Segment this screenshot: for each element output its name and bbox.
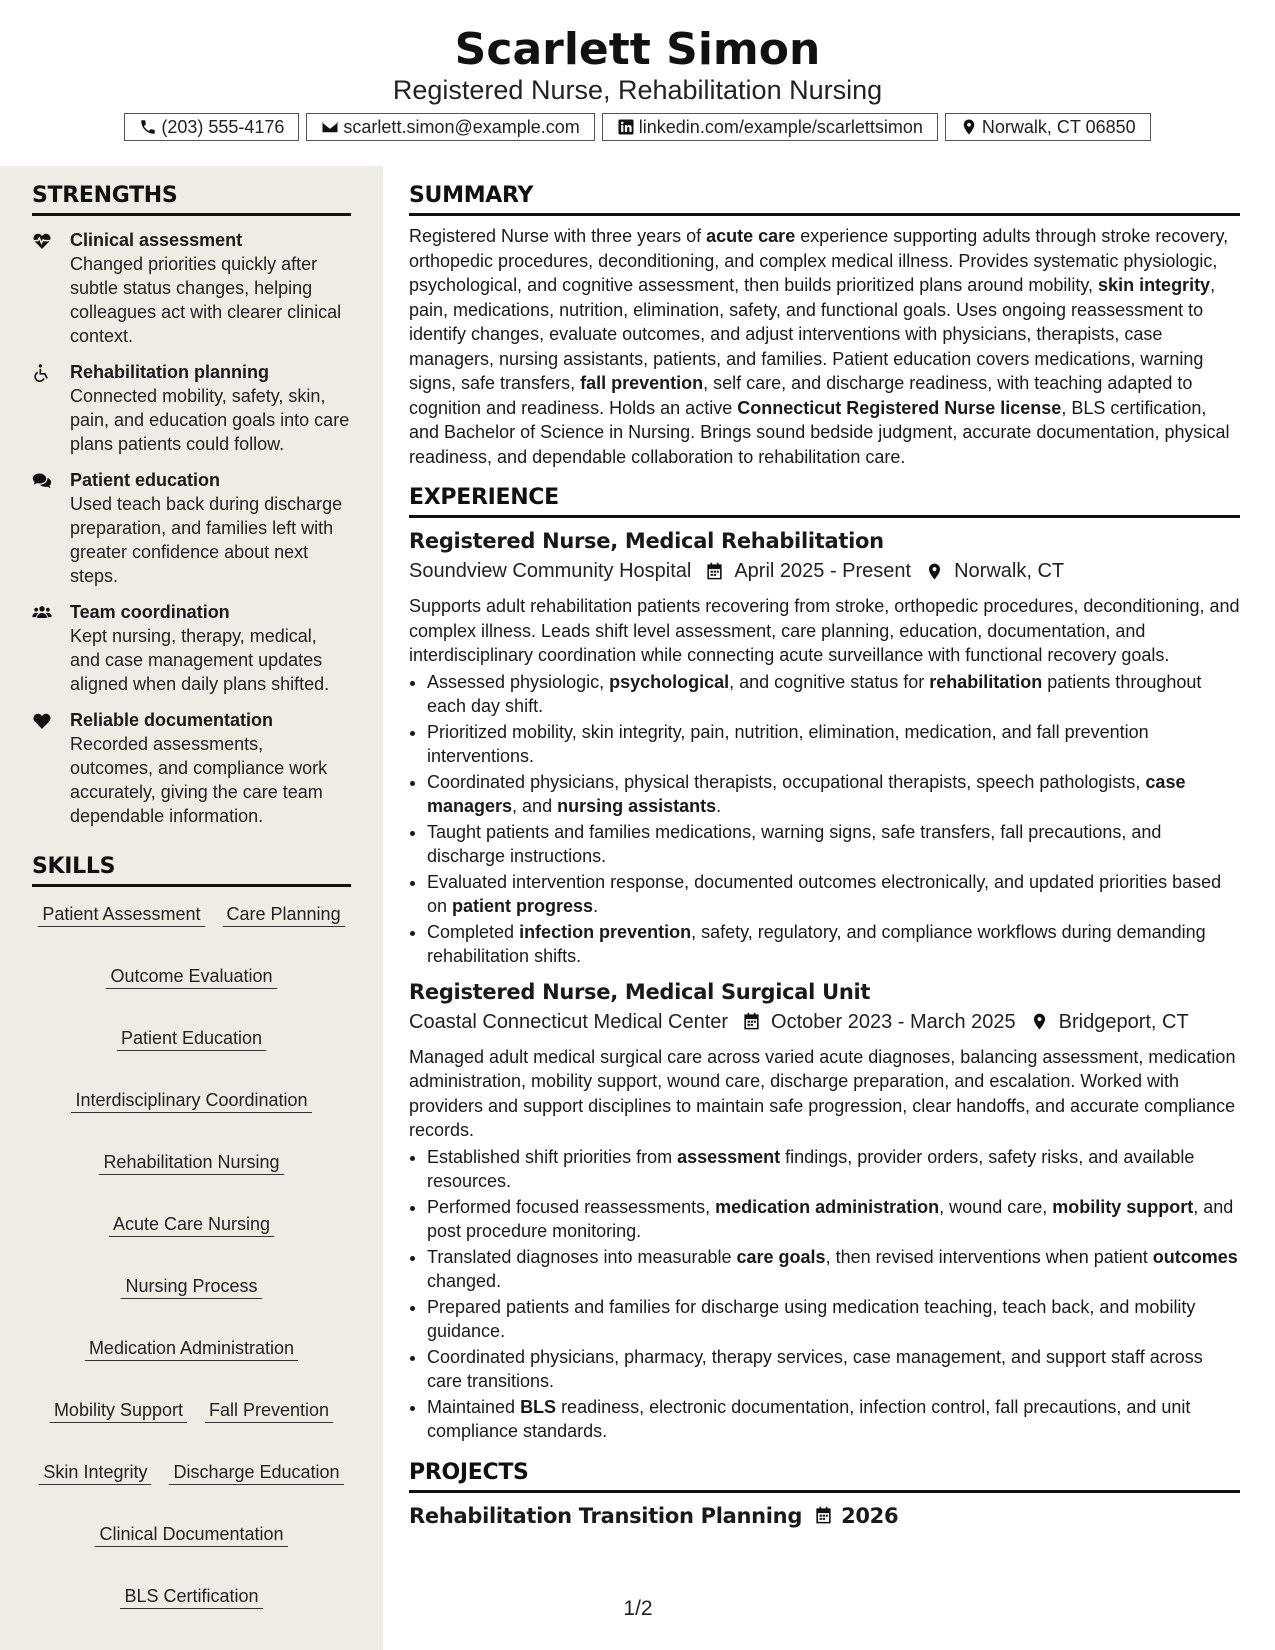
users-icon xyxy=(32,603,52,623)
strength-title: Patient education xyxy=(70,470,221,490)
skills-heading: SKILLS xyxy=(32,852,351,887)
strength-title: Reliable documentation xyxy=(70,710,274,730)
skill-tag: Skin Integrity xyxy=(39,1461,151,1485)
experience-heading: EXPERIENCE xyxy=(409,483,1240,518)
candidate-title: Registered Nurse, Rehabilitation Nursing xyxy=(392,75,883,105)
job-bullet: • Completed infection prevention, safety, regulatory, and compliance workflows during demanding rehabilitation shifts. xyxy=(427,920,1240,969)
strength-desc: Recorded assessments, outcomes, and compliance work accurately, giving the care team dependable information. xyxy=(70,734,328,826)
job-bullet: • Prepared patients and families for discharge using medication teaching, teach back, and mobility guidance. xyxy=(427,1295,1240,1344)
job-bullet: • Performed focused reassessments, medication administration, wound care, mobility support, and post procedure monitoring. xyxy=(427,1195,1240,1244)
skill-tag: Care Planning xyxy=(223,903,345,927)
job-bullet: • Coordinated physicians, pharmacy, therapy services, case management, and support staff across care transitions. xyxy=(427,1345,1240,1394)
strength-desc: Used teach back during discharge preparation, and families left with greater confidence about next steps. xyxy=(70,494,343,586)
contact-linkedin-text: linkedin.com/example/scarlettsimon xyxy=(638,116,923,137)
contact-email[interactable] xyxy=(306,113,594,141)
job-location: Bridgeport, CT xyxy=(1058,1010,1189,1033)
job-description: Managed adult medical surgical care across varied acute diagnoses, balancing assessment, medication administration, mobility support, wound care, discharge preparation, and escalation. Worked with providers and support disciplines to maintain safe progression, clear handoffs, and accurate compliance records. xyxy=(409,1046,1236,1140)
job-bullet: • Assessed physiologic, psychological, and cognitive status for rehabilitation patients throughout each day shift. xyxy=(427,670,1240,719)
map-pin-icon xyxy=(925,562,944,581)
skill-tag: BLS Certification xyxy=(120,1585,262,1609)
job-bullets xyxy=(409,1145,1240,1444)
strength-item xyxy=(32,228,351,348)
calendar-icon xyxy=(705,562,724,581)
comments-icon xyxy=(32,471,52,491)
job-bullet: • Prioritized mobility, skin integrity, pain, nutrition, elimination, medication, and fall prevention interventions. xyxy=(427,720,1240,769)
skill-tag: Mobility Support xyxy=(50,1399,187,1423)
skill-tag: Patient Education xyxy=(117,1027,266,1051)
strength-title: Clinical assessment xyxy=(70,230,243,250)
skill-tag: Outcome Evaluation xyxy=(106,965,276,989)
job-entry xyxy=(409,527,1240,969)
calendar-icon xyxy=(814,1506,833,1525)
job-bullet: • Taught patients and families medications, warning signs, safe transfers, fall precautions, and discharge instructions. xyxy=(427,820,1240,869)
heartbeat-icon xyxy=(32,231,52,251)
sidebar xyxy=(32,181,351,1609)
project-title: Rehabilitation Transition Planning xyxy=(409,1503,803,1528)
skill-tag: Clinical Documentation xyxy=(95,1523,287,1547)
main-content xyxy=(409,181,1240,1530)
skill-tag: Interdisciplinary Coordination xyxy=(71,1089,311,1113)
strength-desc: Kept nursing, therapy, medical, and case management updates aligned when daily plans shifted. xyxy=(70,626,330,694)
job-bullet: • Translated diagnoses into measurable care goals, then revised interventions when patient outcomes changed. xyxy=(427,1245,1240,1294)
linkedin-icon xyxy=(617,118,635,136)
contact-linkedin[interactable] xyxy=(602,113,938,141)
phone-icon xyxy=(139,118,157,136)
wheelchair-icon xyxy=(32,363,52,383)
job-meta xyxy=(409,557,1240,585)
job-company: Coastal Connecticut Medical Center xyxy=(409,1010,729,1033)
strength-desc: Connected mobility, safety, skin, pain, and education goals into care plans patients could follow. xyxy=(70,386,350,454)
skill-tag: Fall Prevention xyxy=(205,1399,333,1423)
projects-heading: PROJECTS xyxy=(409,1458,1240,1493)
candidate-name: Scarlett Simon xyxy=(454,24,821,75)
project-year: 2026 xyxy=(841,1503,899,1528)
skills-list xyxy=(32,903,351,1609)
strengths-heading: STRENGTHS xyxy=(32,181,351,216)
job-bullet: • Coordinated physicians, physical therapists, occupational therapists, speech pathologists, case managers, and nursing assistants. xyxy=(427,770,1240,819)
job-title: Registered Nurse, Medical Rehabilitation xyxy=(409,529,884,553)
skill-tag: Discharge Education xyxy=(169,1461,343,1485)
strength-item xyxy=(32,600,351,696)
job-location: Norwalk, CT xyxy=(954,560,1065,582)
calendar-icon xyxy=(742,1012,761,1031)
contact-email-text: scarlett.simon@example.com xyxy=(343,116,580,137)
job-entry xyxy=(409,978,1240,1444)
skill-tag: Patient Assessment xyxy=(38,903,204,927)
project-entry xyxy=(409,1502,1240,1530)
strength-desc: Changed priorities quickly after subtle status changes, helping colleagues act with clearer clinical context. xyxy=(70,254,342,346)
map-pin-icon xyxy=(960,118,978,136)
strength-item xyxy=(32,360,351,456)
job-bullet: • Evaluated intervention response, documented outcomes electronically, and updated priorities based on patient progress. xyxy=(427,870,1240,919)
contact-phone-text: (203) 555-4176 xyxy=(161,116,285,137)
job-bullet: • Established shift priorities from assessment findings, provider orders, safety risks, and available resources. xyxy=(427,1145,1240,1194)
skill-tag: Acute Care Nursing xyxy=(109,1213,274,1237)
job-bullets xyxy=(409,670,1240,969)
skill-tag: Medication Administration xyxy=(85,1337,298,1361)
page-number: 1/2 xyxy=(623,1597,653,1620)
strength-item xyxy=(32,708,351,828)
contact-location-text: Norwalk, CT 06850 xyxy=(981,116,1136,137)
job-dates: April 2025 - Present xyxy=(734,560,912,582)
strength-title: Team coordination xyxy=(70,602,230,622)
map-pin-icon xyxy=(1030,1012,1049,1031)
summary-text: Registered Nurse with three years of acute care experience supporting adults through stroke recovery, orthopedic procedures, deconditioning, and complex medical illness. Provides systematic physiologic, psychological, and cognitive assessment, then builds prioritized plans around mobility, skin integrity, pain, medications, nutrition, elimination, safety, and functional goals. Uses ongoing reassessment to identify changes, evaluate outcomes, and adjust interventions with physicians, therapists, case managers, nursing assistants, patients, and families. Patient education covers medications, warning signs, safe transfers, fall prevention, self care, and discharge readiness, with teaching adapted to cognition and readiness. Holds an active Connecticut Registered Nurse license, BLS certification, and Bachelor of Science in Nursing. Brings sound bedside judgment, accurate documentation, physical readiness, and dependable collaboration to rehabilitation care. xyxy=(409,226,1230,467)
envelope-icon xyxy=(321,118,339,136)
strength-item xyxy=(32,468,351,588)
job-meta xyxy=(409,1008,1240,1036)
job-bullet: • Maintained BLS readiness, electronic documentation, infection control, fall precautions, and unit compliance standards. xyxy=(427,1395,1240,1444)
job-description: Supports adult rehabilitation patients recovering from stroke, orthopedic procedures, deconditioning, and complex illness. Leads shift level assessment, care planning, education, documentation, and interdisciplinary coordination while connecting acute surveillance with functional recovery goals. xyxy=(409,596,1240,665)
contact-phone[interactable] xyxy=(124,113,299,141)
skill-tag: Rehabilitation Nursing xyxy=(99,1151,283,1175)
contact-bar xyxy=(0,113,1275,141)
strength-title: Rehabilitation planning xyxy=(70,362,269,382)
job-dates: October 2023 - March 2025 xyxy=(771,1010,1016,1033)
summary-heading: SUMMARY xyxy=(409,181,1240,216)
contact-location[interactable] xyxy=(945,113,1151,141)
job-title: Registered Nurse, Medical Surgical Unit xyxy=(409,979,871,1004)
heart-icon xyxy=(32,711,52,731)
job-company: Soundview Community Hospital xyxy=(409,560,692,582)
skill-tag: Nursing Process xyxy=(121,1275,261,1299)
